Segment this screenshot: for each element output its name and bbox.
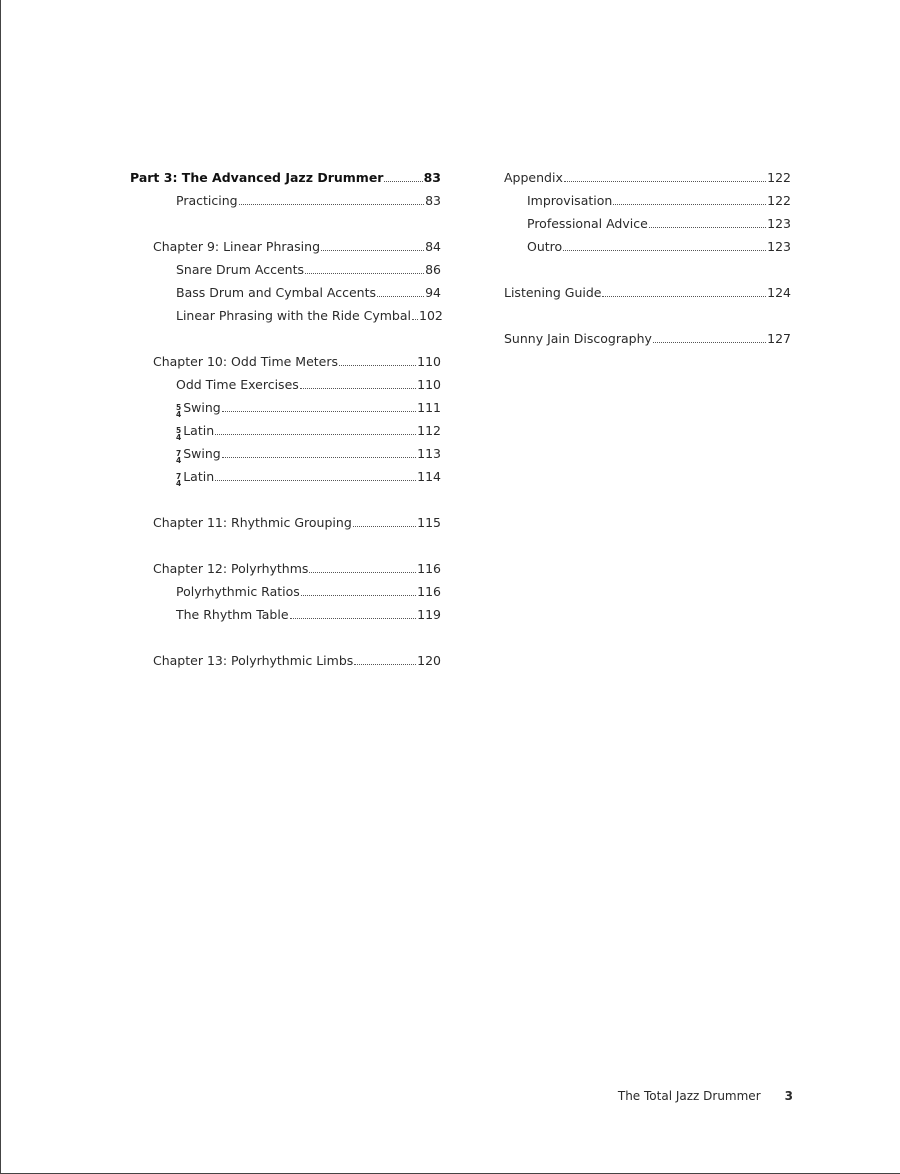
toc-entry-page-number: 120 (417, 653, 441, 668)
toc-entry[interactable] (130, 347, 441, 370)
toc-entry-page-number: 127 (767, 331, 791, 346)
dot-leader (290, 617, 417, 619)
toc-entry-title (153, 353, 338, 370)
time-signature-top: 5 (176, 426, 182, 435)
toc-entry[interactable] (504, 186, 791, 209)
time-signature (176, 450, 181, 464)
toc-entry-title (504, 169, 563, 186)
toc-column-right (504, 163, 791, 347)
toc-entry-label: Listening Guide (504, 285, 602, 300)
toc-entry[interactable] (130, 462, 441, 488)
toc-entry-page-number: 116 (417, 584, 441, 599)
toc-entry-title (176, 445, 221, 465)
footer-book-title: The Total Jazz Drummer (617, 1089, 761, 1103)
toc-entry[interactable] (504, 163, 791, 186)
time-signature-bottom: 4 (176, 456, 182, 465)
toc-entry-title (153, 238, 320, 255)
toc-entry[interactable] (130, 278, 441, 301)
toc-entry-page-number: 113 (417, 446, 441, 461)
toc-entry[interactable] (130, 577, 441, 600)
toc-entry-label: Professional Advice (527, 216, 648, 231)
toc-column-left (130, 163, 441, 669)
toc-entry[interactable] (130, 301, 441, 324)
toc-entry-title (153, 560, 308, 577)
toc-entry-title (176, 261, 304, 278)
dot-leader (384, 180, 422, 182)
toc-spacer (130, 531, 441, 554)
time-signature-top: 5 (176, 403, 182, 412)
toc-entry-page-number: 110 (417, 377, 441, 392)
toc-entry-title (153, 652, 353, 669)
toc-entry-label: Improvisation (527, 193, 613, 208)
toc-entry-label: Chapter 13: Polyrhythmic Limbs (153, 653, 354, 668)
dot-leader (300, 387, 416, 389)
toc-spacer (130, 209, 441, 232)
dot-leader (377, 295, 424, 297)
toc-entry[interactable] (504, 278, 791, 301)
toc-entry-page-number: 86 (425, 262, 441, 277)
page-footer (618, 1089, 793, 1103)
toc-entry[interactable] (130, 163, 441, 186)
toc-entry-title (176, 307, 411, 324)
dot-leader (305, 272, 424, 274)
toc-entry[interactable] (130, 370, 441, 393)
time-signature-top: 7 (176, 449, 182, 458)
toc-entry[interactable] (130, 554, 441, 577)
dot-leader (649, 226, 766, 228)
toc-entry[interactable] (504, 232, 791, 255)
toc-entry-label: Linear Phrasing with the Ride Cymbal (176, 308, 412, 323)
dot-leader (222, 410, 416, 412)
dot-leader (239, 203, 425, 205)
dot-leader (215, 479, 416, 481)
toc-entry[interactable] (130, 646, 441, 669)
toc-entry-label: Appendix (504, 170, 563, 185)
dot-leader (301, 594, 416, 596)
toc-entry-page-number: 116 (417, 561, 441, 576)
toc-entry-label: Chapter 10: Odd Time Meters (153, 354, 339, 369)
toc-entry-page-number: 112 (417, 423, 441, 438)
toc-entry-label: The Rhythm Table (176, 607, 289, 622)
toc-entry-title (153, 514, 352, 531)
toc-spacer (130, 485, 441, 508)
toc-entry-page-number: 119 (417, 607, 441, 622)
toc-entry[interactable] (130, 232, 441, 255)
toc-entry[interactable] (130, 416, 441, 442)
toc-entry-label: Swing (183, 446, 221, 461)
toc-entry-page-number: 84 (425, 239, 441, 254)
toc-entry-label: Latin (183, 469, 215, 484)
toc-entry-page-number: 124 (767, 285, 791, 300)
toc-entry[interactable] (504, 209, 791, 232)
toc-entry-page-number: 94 (425, 285, 441, 300)
toc-entry-title (176, 422, 215, 442)
dot-leader (563, 249, 766, 251)
toc-entry-label: Bass Drum and Cymbal Accents (176, 285, 377, 300)
toc-entry-page-number: 115 (417, 515, 441, 530)
toc-spacer (504, 255, 791, 278)
time-signature (176, 404, 181, 418)
toc-entry-label: Chapter 12: Polyrhythms (153, 561, 309, 576)
toc-entry-title (176, 606, 289, 623)
toc-spacer (130, 623, 441, 646)
time-signature (176, 473, 181, 487)
toc-entry-label: Odd Time Exercises (176, 377, 299, 392)
toc-entry-title (176, 583, 300, 600)
toc-entry-label: Polyrhythmic Ratios (176, 584, 300, 599)
toc-entry-label: Chapter 9: Linear Phrasing (153, 239, 321, 254)
toc-spacer (504, 301, 791, 324)
toc-entry-page-number: 110 (417, 354, 441, 369)
footer-page-number: 3 (784, 1089, 793, 1103)
toc-entry-title (504, 284, 601, 301)
dot-leader (339, 364, 416, 366)
toc-entry-title (527, 215, 648, 232)
toc-entry-title (176, 192, 238, 209)
toc-entry[interactable] (130, 439, 441, 465)
toc-entry-page-number: 122 (767, 193, 791, 208)
toc-entry-page-number: 114 (417, 469, 441, 484)
toc-entry[interactable] (130, 393, 441, 419)
toc-entry-page-number: 111 (417, 400, 441, 415)
time-signature-bottom: 4 (176, 410, 182, 419)
toc-entry-label: Swing (183, 400, 221, 415)
dot-leader (353, 525, 416, 527)
toc-entry-title (176, 284, 376, 301)
time-signature-bottom: 4 (176, 433, 182, 442)
toc-entry-label: Snare Drum Accents (176, 262, 304, 277)
toc-entry-title (176, 376, 299, 393)
toc-entry-page-number: 123 (767, 216, 791, 231)
toc-entry-label: Sunny Jain Discography (504, 331, 652, 346)
dot-leader (412, 318, 418, 320)
dot-leader (321, 249, 424, 251)
toc-entry-page-number: 123 (767, 239, 791, 254)
toc-entry-label: Chapter 11: Rhythmic Grouping (153, 515, 352, 530)
toc-entry[interactable] (130, 600, 441, 623)
dot-leader (653, 341, 766, 343)
time-signature (176, 427, 181, 441)
toc-entry-page-number: 102 (419, 308, 443, 323)
time-signature-bottom: 4 (176, 479, 182, 488)
dot-leader (564, 180, 766, 182)
toc-entry[interactable] (130, 186, 441, 209)
toc-entry[interactable] (130, 508, 441, 531)
toc-entry-title (527, 192, 612, 209)
dot-leader (613, 203, 766, 205)
dot-leader (354, 663, 416, 665)
dot-leader (602, 295, 766, 297)
toc-entry[interactable] (130, 255, 441, 278)
toc-entry-label: Part 3: The Advanced Jazz Drummer (130, 170, 384, 185)
toc-entry-title (527, 238, 562, 255)
toc-entry-page-number: 83 (423, 170, 441, 185)
time-signature-top: 7 (176, 472, 182, 481)
toc-entry-label: Outro (527, 239, 563, 254)
toc-entry[interactable] (504, 324, 791, 347)
toc-spacer (130, 324, 441, 347)
toc-entry-title (176, 399, 221, 419)
toc-entry-page-number: 83 (425, 193, 441, 208)
toc-entry-title (130, 169, 383, 186)
toc-entry-page-number: 122 (767, 170, 791, 185)
toc-entry-label: Latin (183, 423, 215, 438)
dot-leader (215, 433, 416, 435)
toc-entry-label: Practicing (176, 193, 238, 208)
toc-entry-title (504, 330, 652, 347)
toc-entry-title (176, 468, 215, 488)
dot-leader (309, 571, 416, 573)
dot-leader (222, 456, 416, 458)
